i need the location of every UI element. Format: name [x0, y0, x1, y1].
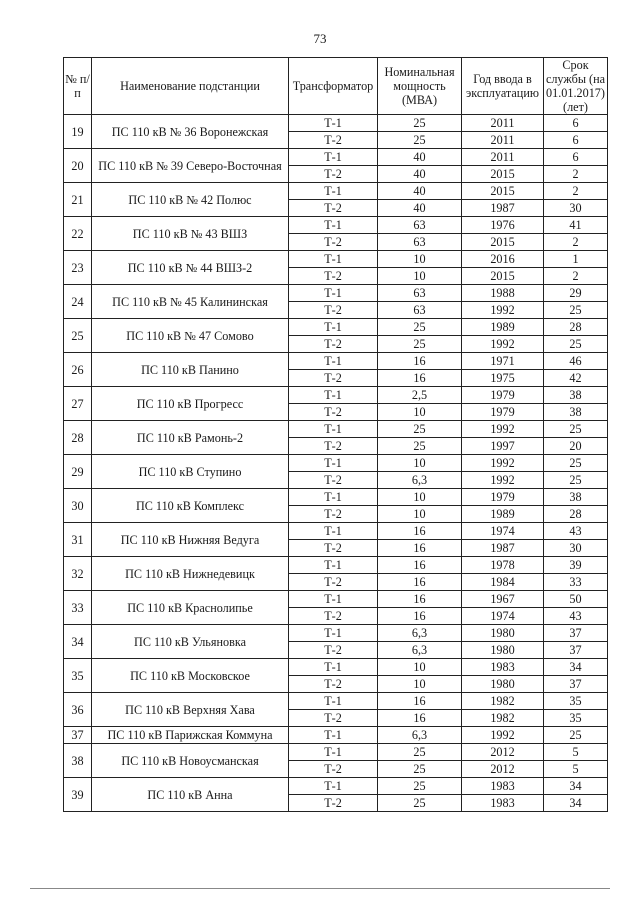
- cell-commission-year: 1983: [462, 795, 544, 812]
- cell-transformer: Т-2: [289, 404, 378, 421]
- cell-transformer: Т-2: [289, 642, 378, 659]
- cell-rated-power: 16: [378, 710, 462, 727]
- cell-transformer: Т-2: [289, 200, 378, 217]
- cell-transformer: Т-1: [289, 149, 378, 166]
- cell-rated-power: 25: [378, 319, 462, 336]
- cell-rated-power: 16: [378, 540, 462, 557]
- cell-num: 27: [64, 387, 92, 421]
- table-row: [64, 489, 608, 506]
- cell-rated-power: 10: [378, 251, 462, 268]
- cell-service-life: 5: [544, 761, 608, 778]
- cell-transformer: Т-2: [289, 166, 378, 183]
- cell-service-life: 25: [544, 336, 608, 353]
- table-row: [64, 778, 608, 795]
- cell-service-life: 25: [544, 455, 608, 472]
- cell-commission-year: 1979: [462, 387, 544, 404]
- cell-num: 31: [64, 523, 92, 557]
- cell-substation-name: ПС 110 кВ № 45 Калининская: [92, 285, 289, 319]
- cell-service-life: 1: [544, 251, 608, 268]
- cell-commission-year: 2015: [462, 234, 544, 251]
- cell-service-life: 2: [544, 234, 608, 251]
- table-row: [64, 727, 608, 744]
- cell-service-life: 20: [544, 438, 608, 455]
- cell-num: 28: [64, 421, 92, 455]
- cell-transformer: Т-2: [289, 370, 378, 387]
- cell-rated-power: 10: [378, 404, 462, 421]
- cell-transformer: Т-2: [289, 540, 378, 557]
- cell-commission-year: 1997: [462, 438, 544, 455]
- cell-rated-power: 16: [378, 693, 462, 710]
- cell-rated-power: 25: [378, 115, 462, 132]
- cell-transformer: Т-1: [289, 251, 378, 268]
- cell-rated-power: 10: [378, 506, 462, 523]
- cell-service-life: 46: [544, 353, 608, 370]
- cell-substation-name: ПС 110 кВ Рамонь-2: [92, 421, 289, 455]
- cell-rated-power: 25: [378, 132, 462, 149]
- cell-rated-power: 40: [378, 149, 462, 166]
- cell-transformer: Т-1: [289, 778, 378, 795]
- cell-transformer: Т-2: [289, 472, 378, 489]
- cell-commission-year: 1989: [462, 319, 544, 336]
- cell-commission-year: 1984: [462, 574, 544, 591]
- cell-service-life: 34: [544, 659, 608, 676]
- cell-rated-power: 10: [378, 676, 462, 693]
- cell-substation-name: ПС 110 кВ Парижская Коммуна: [92, 727, 289, 744]
- cell-commission-year: 2011: [462, 149, 544, 166]
- cell-service-life: 42: [544, 370, 608, 387]
- cell-transformer: Т-2: [289, 132, 378, 149]
- table-row: [64, 523, 608, 540]
- cell-rated-power: 25: [378, 795, 462, 812]
- cell-commission-year: 1978: [462, 557, 544, 574]
- cell-num: 38: [64, 744, 92, 778]
- cell-num: 24: [64, 285, 92, 319]
- cell-rated-power: 6,3: [378, 727, 462, 744]
- cell-transformer: Т-1: [289, 591, 378, 608]
- cell-service-life: 38: [544, 404, 608, 421]
- cell-num: 26: [64, 353, 92, 387]
- cell-commission-year: 1992: [462, 472, 544, 489]
- cell-num: 19: [64, 115, 92, 149]
- cell-service-life: 33: [544, 574, 608, 591]
- cell-transformer: Т-2: [289, 710, 378, 727]
- cell-service-life: 35: [544, 693, 608, 710]
- cell-commission-year: 2015: [462, 268, 544, 285]
- table-row: [64, 693, 608, 710]
- cell-service-life: 39: [544, 557, 608, 574]
- cell-commission-year: 1980: [462, 676, 544, 693]
- table-row: [64, 557, 608, 574]
- cell-commission-year: 1979: [462, 404, 544, 421]
- cell-service-life: 25: [544, 302, 608, 319]
- cell-service-life: 43: [544, 523, 608, 540]
- cell-commission-year: 1987: [462, 540, 544, 557]
- cell-transformer: Т-2: [289, 268, 378, 285]
- table-row: [64, 387, 608, 404]
- table-row: [64, 353, 608, 370]
- cell-substation-name: ПС 110 кВ Краснолипье: [92, 591, 289, 625]
- table-row: [64, 659, 608, 676]
- header-num: № п/п: [64, 58, 92, 115]
- cell-num: 37: [64, 727, 92, 744]
- cell-service-life: 25: [544, 727, 608, 744]
- cell-num: 36: [64, 693, 92, 727]
- cell-rated-power: 40: [378, 166, 462, 183]
- cell-substation-name: ПС 110 кВ Московское: [92, 659, 289, 693]
- cell-rated-power: 25: [378, 438, 462, 455]
- cell-substation-name: ПС 110 кВ Нижнедевицк: [92, 557, 289, 591]
- cell-substation-name: ПС 110 кВ № 43 ВШЗ: [92, 217, 289, 251]
- cell-rated-power: 25: [378, 778, 462, 795]
- cell-service-life: 41: [544, 217, 608, 234]
- cell-substation-name: ПС 110 кВ Анна: [92, 778, 289, 812]
- cell-transformer: Т-1: [289, 659, 378, 676]
- cell-transformer: Т-1: [289, 217, 378, 234]
- cell-rated-power: 25: [378, 744, 462, 761]
- cell-service-life: 6: [544, 132, 608, 149]
- cell-service-life: 37: [544, 676, 608, 693]
- substation-table: [63, 57, 608, 812]
- cell-transformer: Т-1: [289, 625, 378, 642]
- cell-rated-power: 63: [378, 302, 462, 319]
- cell-commission-year: 1982: [462, 693, 544, 710]
- cell-commission-year: 2012: [462, 761, 544, 778]
- cell-transformer: Т-2: [289, 608, 378, 625]
- cell-substation-name: ПС 110 кВ № 42 Полюс: [92, 183, 289, 217]
- cell-service-life: 2: [544, 166, 608, 183]
- cell-substation-name: ПС 110 кВ Новоусманская: [92, 744, 289, 778]
- cell-transformer: Т-1: [289, 387, 378, 404]
- cell-service-life: 5: [544, 744, 608, 761]
- cell-transformer: Т-2: [289, 438, 378, 455]
- cell-rated-power: 10: [378, 659, 462, 676]
- cell-service-life: 29: [544, 285, 608, 302]
- table-row: [64, 744, 608, 761]
- table-body: [64, 115, 608, 812]
- cell-rated-power: 16: [378, 591, 462, 608]
- cell-service-life: 6: [544, 115, 608, 132]
- cell-commission-year: 2012: [462, 744, 544, 761]
- cell-transformer: Т-1: [289, 523, 378, 540]
- cell-rated-power: 6,3: [378, 472, 462, 489]
- cell-service-life: 35: [544, 710, 608, 727]
- cell-rated-power: 16: [378, 523, 462, 540]
- cell-rated-power: 40: [378, 200, 462, 217]
- cell-commission-year: 1992: [462, 727, 544, 744]
- cell-commission-year: 1992: [462, 302, 544, 319]
- cell-num: 32: [64, 557, 92, 591]
- table-row: [64, 115, 608, 132]
- page-number: 73: [313, 31, 327, 46]
- cell-num: 34: [64, 625, 92, 659]
- cell-transformer: Т-2: [289, 234, 378, 251]
- header-transformer: Трансформатор: [289, 58, 378, 115]
- cell-substation-name: ПС 110 кВ № 36 Воронежская: [92, 115, 289, 149]
- cell-service-life: 37: [544, 625, 608, 642]
- cell-rated-power: 25: [378, 336, 462, 353]
- cell-transformer: Т-1: [289, 455, 378, 472]
- table-row: [64, 455, 608, 472]
- cell-num: 25: [64, 319, 92, 353]
- cell-substation-name: ПС 110 кВ Прогресс: [92, 387, 289, 421]
- table-row: [64, 217, 608, 234]
- cell-substation-name: ПС 110 кВ Панино: [92, 353, 289, 387]
- cell-transformer: Т-2: [289, 574, 378, 591]
- cell-service-life: 28: [544, 319, 608, 336]
- table-row: [64, 149, 608, 166]
- header-substation-name: Наименование подстанции: [92, 58, 289, 115]
- cell-substation-name: ПС 110 кВ № 44 ВШЗ-2: [92, 251, 289, 285]
- cell-commission-year: 2015: [462, 166, 544, 183]
- cell-rated-power: 63: [378, 217, 462, 234]
- header-rated-power: Номинальная мощность (МВА): [378, 58, 462, 115]
- table-row: [64, 421, 608, 438]
- table-row: [64, 625, 608, 642]
- cell-commission-year: 1967: [462, 591, 544, 608]
- cell-transformer: Т-1: [289, 693, 378, 710]
- cell-rated-power: 16: [378, 557, 462, 574]
- cell-transformer: Т-1: [289, 285, 378, 302]
- cell-service-life: 6: [544, 149, 608, 166]
- cell-commission-year: 1974: [462, 523, 544, 540]
- cell-commission-year: 1975: [462, 370, 544, 387]
- cell-transformer: Т-2: [289, 336, 378, 353]
- header-service-life: Срок службы (на 01.01.2017) (лет): [544, 58, 608, 115]
- cell-rated-power: 16: [378, 574, 462, 591]
- cell-rated-power: 25: [378, 421, 462, 438]
- cell-commission-year: 1983: [462, 659, 544, 676]
- cell-transformer: Т-1: [289, 727, 378, 744]
- cell-commission-year: 2011: [462, 115, 544, 132]
- cell-service-life: 30: [544, 540, 608, 557]
- cell-substation-name: ПС 110 кВ Ульяновка: [92, 625, 289, 659]
- cell-commission-year: 2011: [462, 132, 544, 149]
- cell-num: 39: [64, 778, 92, 812]
- table-row: [64, 591, 608, 608]
- cell-commission-year: 1983: [462, 778, 544, 795]
- cell-transformer: Т-2: [289, 795, 378, 812]
- cell-commission-year: 1980: [462, 625, 544, 642]
- cell-service-life: 28: [544, 506, 608, 523]
- cell-service-life: 34: [544, 778, 608, 795]
- cell-transformer: Т-2: [289, 506, 378, 523]
- cell-num: 35: [64, 659, 92, 693]
- cell-service-life: 30: [544, 200, 608, 217]
- cell-rated-power: 6,3: [378, 625, 462, 642]
- cell-service-life: 43: [544, 608, 608, 625]
- cell-service-life: 25: [544, 472, 608, 489]
- cell-rated-power: 16: [378, 353, 462, 370]
- cell-rated-power: 63: [378, 285, 462, 302]
- cell-transformer: Т-1: [289, 353, 378, 370]
- cell-transformer: Т-2: [289, 302, 378, 319]
- cell-transformer: Т-1: [289, 115, 378, 132]
- cell-service-life: 2: [544, 268, 608, 285]
- table-row: [64, 251, 608, 268]
- cell-substation-name: ПС 110 кВ Комплекс: [92, 489, 289, 523]
- table-row: [64, 319, 608, 336]
- cell-service-life: 38: [544, 489, 608, 506]
- cell-commission-year: 1992: [462, 421, 544, 438]
- cell-transformer: Т-1: [289, 744, 378, 761]
- cell-rated-power: 10: [378, 268, 462, 285]
- cell-transformer: Т-1: [289, 489, 378, 506]
- cell-rated-power: 63: [378, 234, 462, 251]
- table-header-row: [64, 58, 608, 115]
- cell-commission-year: 1976: [462, 217, 544, 234]
- cell-num: 20: [64, 149, 92, 183]
- cell-rated-power: 16: [378, 608, 462, 625]
- cell-commission-year: 1979: [462, 489, 544, 506]
- cell-commission-year: 1992: [462, 455, 544, 472]
- cell-num: 21: [64, 183, 92, 217]
- cell-substation-name: ПС 110 кВ № 47 Сомово: [92, 319, 289, 353]
- cell-service-life: 2: [544, 183, 608, 200]
- cell-service-life: 34: [544, 795, 608, 812]
- cell-rated-power: 2,5: [378, 387, 462, 404]
- cell-num: 22: [64, 217, 92, 251]
- cell-commission-year: 2016: [462, 251, 544, 268]
- cell-commission-year: 1982: [462, 710, 544, 727]
- cell-transformer: Т-1: [289, 183, 378, 200]
- cell-commission-year: 1987: [462, 200, 544, 217]
- cell-transformer: Т-2: [289, 676, 378, 693]
- cell-commission-year: 1989: [462, 506, 544, 523]
- footer-line: [30, 888, 610, 889]
- cell-service-life: 25: [544, 421, 608, 438]
- cell-commission-year: 1988: [462, 285, 544, 302]
- cell-service-life: 50: [544, 591, 608, 608]
- cell-commission-year: 1971: [462, 353, 544, 370]
- cell-transformer: Т-1: [289, 421, 378, 438]
- cell-substation-name: ПС 110 кВ № 39 Северо-Восточная: [92, 149, 289, 183]
- cell-transformer: Т-2: [289, 761, 378, 778]
- cell-rated-power: 6,3: [378, 642, 462, 659]
- cell-transformer: Т-1: [289, 557, 378, 574]
- cell-commission-year: 2015: [462, 183, 544, 200]
- table-row: [64, 183, 608, 200]
- cell-substation-name: ПС 110 кВ Ступино: [92, 455, 289, 489]
- cell-commission-year: 1980: [462, 642, 544, 659]
- cell-rated-power: 25: [378, 761, 462, 778]
- header-commission-year: Год ввода в эксплуатацию: [462, 58, 544, 115]
- table-row: [64, 285, 608, 302]
- cell-substation-name: ПС 110 кВ Верхняя Хава: [92, 693, 289, 727]
- cell-rated-power: 10: [378, 489, 462, 506]
- cell-commission-year: 1974: [462, 608, 544, 625]
- cell-rated-power: 40: [378, 183, 462, 200]
- cell-num: 33: [64, 591, 92, 625]
- cell-num: 30: [64, 489, 92, 523]
- cell-rated-power: 10: [378, 455, 462, 472]
- cell-service-life: 38: [544, 387, 608, 404]
- cell-num: 23: [64, 251, 92, 285]
- cell-service-life: 37: [544, 642, 608, 659]
- cell-commission-year: 1992: [462, 336, 544, 353]
- cell-substation-name: ПС 110 кВ Нижняя Ведуга: [92, 523, 289, 557]
- cell-rated-power: 16: [378, 370, 462, 387]
- cell-transformer: Т-1: [289, 319, 378, 336]
- cell-num: 29: [64, 455, 92, 489]
